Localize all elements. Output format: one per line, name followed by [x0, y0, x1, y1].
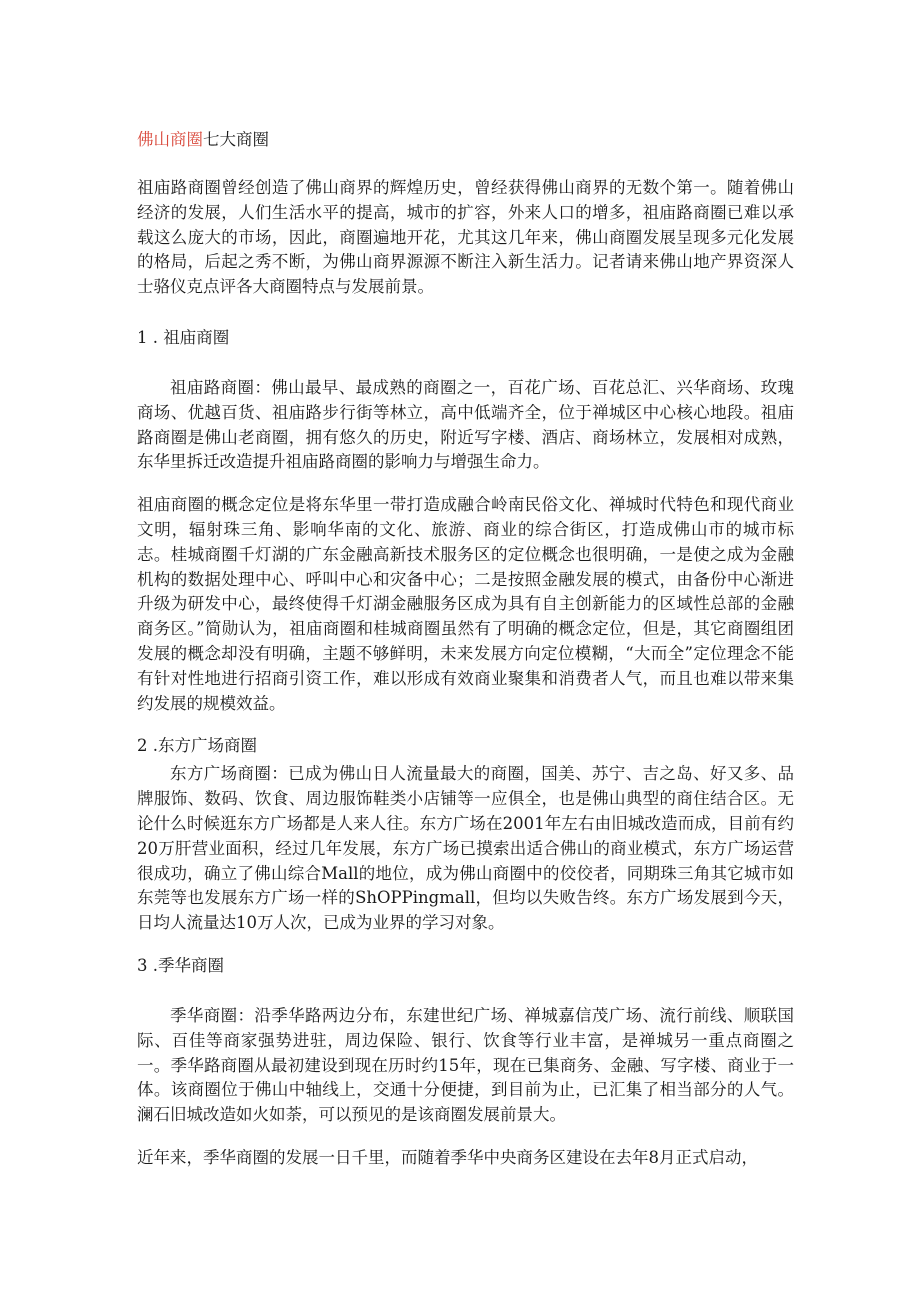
zumiao-paragraph-2: 祖庙商圈的概念定位是将东华里一带打造成融合岭南民俗文化、禅城时代特色和现代商业文明，辐射珠三角、影响华南的文化、旅游、商业的综合街区，打造成佛山市的城市标志。桂城商圈千灯湖的广东金融高新技术服务区的定位概念也很明确，一是使之成为金融机构的数据处理中心、呼叫中心和灾备中心；二是按照金融发展的模式，由备份中心渐进升级为研发中心，最终使得千灯湖金融服务区成为具有自主创新能力的区域性总部的金融商务区。”简勋认为，祖庙商圈和桂城商圈虽然有了明确的概念定位，但是，其它商圈组团发展的概念却没有明确，主题不够鲜明，未来发展方向定位模糊，“大而全”定位理念不能有针对性地进行招商引资工作，难以形成有效商业聚集和消费者人气，而且也难以带来集约发展的规模效益。	[137, 495, 794, 713]
section-heading-dongfang: 2 .东方广场商圈	[137, 736, 257, 756]
intro-paragraph: 祖庙路商圈曾经创造了佛山商界的辉煌历史，曾经获得佛山商界的无数个第一。随着佛山经济的发展，人们生活水平的提高，城市的扩容，外来人口的增多，祖庙路商圈已难以承载这么庞大的市场，因此，商圈遍地开花，尤其这几年来，佛山商圈发展呈现多元化发展的格局，后起之秀不断，为佛山商界源源不断注入新生活力。记者请来佛山地产界资深人士骆仪克点评各大商圈特点与发展前景。	[137, 178, 794, 297]
dongfang-paragraph-1: 东方广场商圈：已成为佛山日人流量最大的商圈，国美、苏宁、吉之岛、好又多、品牌服饰、数码、饮食、周边服饰鞋类小店铺等一应俱全，也是佛山典型的商住结合区。无论什么时候逛东方广场都是人来人往。东方广场在2001年左右由旧城改造而成，目前有约20万肝营业面积，经过几年发展，东方广场已摸索出适合佛山的商业模式，东方广场运营很成功，确立了佛山综合Mall的地位，成为佛山商圈中的佼佼者，同期珠三角其它城市如东莞等也发展东方广场一样的ShOPPingmall，但均以失败告终。东方广场发展到今天，日均人流量达10万人次，已成为业界的学习对象。	[137, 764, 794, 933]
title-red-part: 佛山商圈	[137, 130, 203, 149]
document-title	[137, 128, 794, 152]
section-heading-zumiao: 1 . 祖庙商圈	[137, 327, 230, 347]
jihua-paragraph-2: 近年来，季华商圈的发展一日千里，而随着季华中央商务区建设在去年8月正式启动，	[137, 1147, 758, 1167]
zumiao-paragraph-1: 祖庙路商圈：佛山最早、最成熟的商圈之一，百花广场、百花总汇、兴华商场、玫瑰商场、优越百货、祖庙路步行街等林立，高中低端齐全，位于禅城区中心核心地段。祖庙路商圈是佛山老商圈，拥有悠久的历史，附近写字楼、酒店、商场林立，发展相对成熟，东华里拆迁改造提升祖庙路商圈的影响力与增强生命力。	[137, 377, 794, 472]
title-rest-part: 七大商圈	[203, 130, 269, 149]
section-heading-jihua: 3 .季华商圈	[137, 955, 224, 975]
jihua-paragraph-1: 季华商圈：沿季华路两边分布，东建世纪广场、禅城嘉信茂广场、流行前线、顺联国际、百佳等商家强势进驻，周边保险、银行、饮食等行业丰富，是禅城另一重点商圈之一。季华路商圈从最初建设到现在历时约15年，现在已集商务、金融、写字楼、商业于一体。该商圈位于佛山中轴线上，交通十分便捷，到目前为止，已汇集了相当部分的人气。澜石旧城改造如火如荼，可以预见的是该商圈发展前景大。	[137, 1005, 794, 1125]
